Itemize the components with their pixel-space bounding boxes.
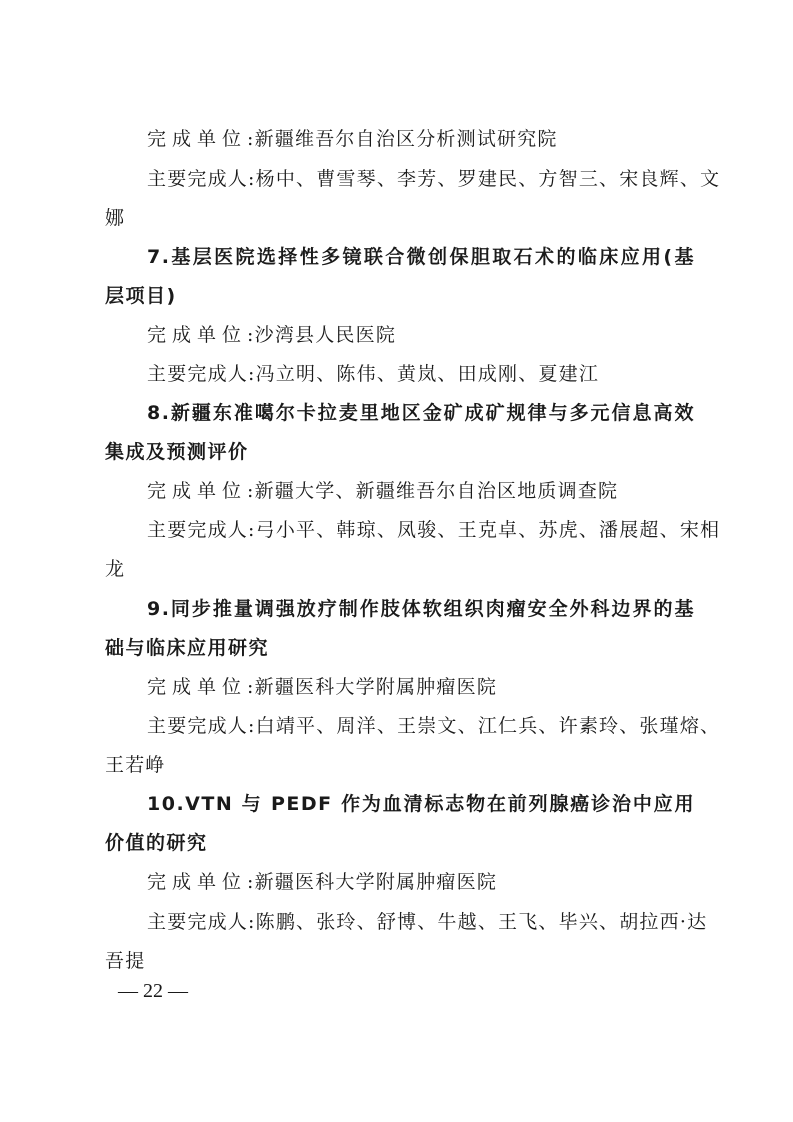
unit-line — [147, 323, 695, 347]
people-continuation: 吾提 — [105, 950, 146, 972]
colon: : — [248, 363, 256, 385]
people-line — [147, 714, 721, 738]
unit-value: 新疆医科大学附属肿瘤医院 — [254, 676, 498, 698]
unit-label: 完成单位 — [147, 871, 248, 893]
colon: : — [248, 715, 256, 737]
people-line — [147, 518, 721, 542]
colon: : — [247, 128, 255, 150]
colon: : — [247, 480, 255, 502]
unit-value: 沙湾县人民医院 — [254, 324, 397, 346]
people-label: 主要完成人 — [147, 519, 249, 541]
item-title: 7.基层医院选择性多镜联合微创保胆取石术的临床应用(基 — [147, 246, 695, 268]
people-label: 主要完成人 — [147, 715, 249, 737]
unit-line — [147, 479, 695, 503]
people-line — [147, 910, 708, 934]
unit-label: 完成单位 — [147, 676, 248, 698]
unit-label: 完成单位 — [147, 480, 248, 502]
people-label: 主要完成人 — [147, 363, 249, 385]
people-continuation: 娜 — [105, 207, 126, 229]
unit-label: 完成单位 — [147, 324, 248, 346]
item-title-continuation: 层项目) — [105, 285, 177, 307]
colon: : — [247, 324, 255, 346]
colon: : — [247, 871, 255, 893]
item-title: 10.VTN 与 PEDF 作为血清标志物在前列腺癌诊治中应用 — [147, 793, 695, 815]
unit-value: 新疆医科大学附属肿瘤医院 — [254, 871, 498, 893]
people-continuation: 龙 — [105, 558, 126, 580]
unit-line — [147, 127, 695, 151]
item-title-continuation: 集成及预测评价 — [105, 441, 249, 463]
item-title-continuation: 价值的研究 — [105, 832, 208, 854]
unit-value: 新疆大学、新疆维吾尔自治区地质调查院 — [254, 480, 619, 502]
item-title-continuation: 础与临床应用研究 — [105, 637, 270, 659]
page-number: — 22 — — [118, 980, 188, 1002]
people-continuation: 王若峥 — [105, 754, 166, 776]
colon: : — [248, 911, 256, 933]
colon: : — [248, 168, 256, 190]
people-value: 弓小平、韩琼、凤骏、王克卓、苏虎、潘展超、宋相 — [255, 519, 721, 541]
colon: : — [248, 519, 256, 541]
people-label: 主要完成人 — [147, 168, 249, 190]
item-title: 9.同步推量调强放疗制作肢体软组织肉瘤安全外科边界的基 — [147, 598, 695, 620]
people-value: 冯立明、陈伟、黄岚、田成刚、夏建江 — [255, 363, 600, 385]
colon: : — [247, 676, 255, 698]
unit-line — [147, 675, 695, 699]
unit-label: 完成单位 — [147, 128, 248, 150]
unit-value: 新疆维吾尔自治区分析测试研究院 — [254, 128, 558, 150]
people-label: 主要完成人 — [147, 911, 249, 933]
people-line — [147, 362, 695, 386]
item-title: 8.新疆东准噶尔卡拉麦里地区金矿成矿规律与多元信息高效 — [147, 402, 695, 424]
people-value: 白靖平、周洋、王崇文、江仁兵、许素玲、张瑾熔、 — [255, 715, 721, 737]
unit-line — [147, 870, 695, 894]
people-value: 陈鹏、张玲、舒博、牛越、王飞、毕兴、胡拉西·达 — [255, 911, 708, 933]
people-line — [147, 167, 721, 191]
people-value: 杨中、曹雪琴、李芳、罗建民、方智三、宋良辉、文 — [255, 168, 721, 190]
